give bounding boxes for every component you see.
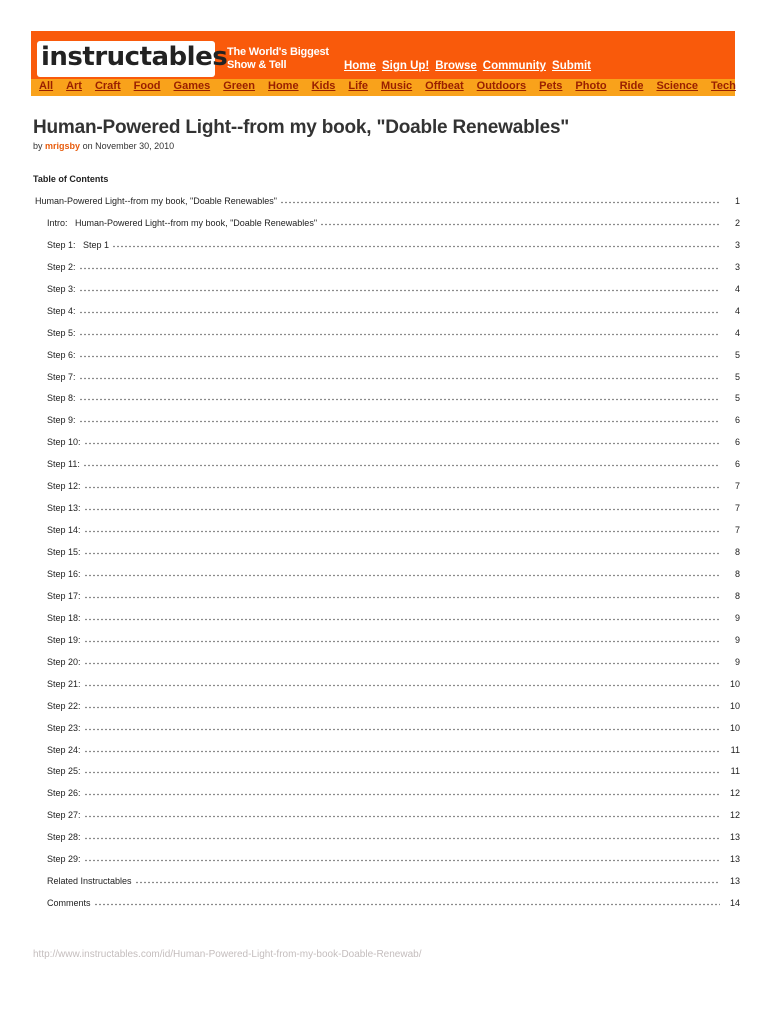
toc-dot-leader <box>83 458 720 467</box>
toc-entry-page: 5 <box>734 349 740 360</box>
toc-entry-page: 8 <box>734 568 740 579</box>
author-link[interactable]: mrigsby <box>45 141 81 151</box>
toc-entry-page: 14 <box>729 898 740 909</box>
toc-dot-leader <box>79 305 720 314</box>
category-link-pets[interactable]: Pets <box>539 80 563 92</box>
byline <box>33 141 174 151</box>
toc-entry-label: Step 19: <box>47 634 81 645</box>
nav-submit-link[interactable]: Submit <box>552 60 592 72</box>
toc-entry-label: Related Instructables <box>47 876 132 887</box>
toc-entry[interactable] <box>47 302 740 316</box>
category-link-kids[interactable]: Kids <box>311 80 336 92</box>
toc-heading: Table of Contents <box>33 174 109 184</box>
toc-entry-label: Step 6: <box>47 349 76 360</box>
toc-entry[interactable] <box>47 346 740 360</box>
toc-entry-page: 4 <box>734 327 740 338</box>
toc-entry-page: 4 <box>734 283 740 294</box>
category-link-ride[interactable]: Ride <box>619 80 644 92</box>
category-link-offbeat[interactable]: Offbeat <box>425 80 464 92</box>
category-link-home[interactable]: Home <box>268 80 299 92</box>
category-link-craft[interactable]: Craft <box>94 80 121 92</box>
toc-entry[interactable] <box>47 828 740 842</box>
toc-entry-label: Step 20: <box>47 656 81 667</box>
toc-entry-label: Step 1: Step 1 <box>47 239 110 250</box>
toc-entry[interactable] <box>47 455 740 469</box>
toc-entry[interactable] <box>47 499 740 513</box>
toc-dot-leader <box>84 634 720 643</box>
toc-entry-page: 10 <box>729 722 740 733</box>
toc-entry[interactable] <box>47 872 740 886</box>
toc-entry-page: 6 <box>734 459 740 470</box>
toc-dot-leader <box>84 678 720 687</box>
toc-entry[interactable] <box>47 762 740 776</box>
toc-entry-label: Human-Powered Light--from my book, "Doable Renewables" <box>35 196 277 206</box>
toc-dot-leader <box>84 787 720 796</box>
toc-entry-page: 1 <box>734 196 740 206</box>
site-tagline <box>227 46 329 72</box>
toc-dot-leader <box>135 875 720 884</box>
toc-dot-leader <box>84 744 720 753</box>
toc-entry[interactable] <box>47 784 740 798</box>
toc-entry-page: 9 <box>734 656 740 667</box>
category-link-life[interactable]: Life <box>348 80 368 92</box>
toc-entry-label: Step 13: <box>47 503 81 514</box>
toc-dot-leader <box>84 765 720 774</box>
toc-entry[interactable] <box>35 192 740 206</box>
toc-dot-leader <box>84 524 720 533</box>
toc-dot-leader <box>84 590 720 599</box>
toc-dot-leader <box>84 700 720 709</box>
toc-dot-leader <box>280 195 720 204</box>
toc-entry-page: 6 <box>734 437 740 448</box>
toc-entry[interactable] <box>47 433 740 447</box>
toc-dot-leader <box>84 853 720 862</box>
category-link-music[interactable]: Music <box>380 80 413 92</box>
toc-entry-label: Step 9: <box>47 415 76 426</box>
toc-entry[interactable] <box>47 719 740 733</box>
category-link-games[interactable]: Games <box>173 80 211 92</box>
toc-entry-label: Step 23: <box>47 722 81 733</box>
toc-entry-page: 13 <box>729 876 740 887</box>
toc-entry-label: Step 16: <box>47 568 81 579</box>
toc-dot-leader <box>84 480 720 489</box>
toc-entry[interactable] <box>47 894 740 908</box>
toc-entry-label: Comments <box>47 898 91 909</box>
nav-community-link[interactable]: Community <box>482 60 547 72</box>
toc-dot-leader <box>84 831 720 840</box>
toc-entry[interactable] <box>47 280 740 294</box>
toc-entry-label: Step 12: <box>47 481 81 492</box>
toc-dot-leader <box>94 897 720 906</box>
toc-entry-page: 8 <box>734 590 740 601</box>
toc-entry[interactable] <box>47 258 740 272</box>
toc-entry-label: Step 27: <box>47 810 81 821</box>
toc-entry[interactable] <box>47 653 740 667</box>
toc-entry[interactable] <box>47 477 740 491</box>
toc-entry-page: 7 <box>734 503 740 514</box>
toc-entry-label: Step 17: <box>47 590 81 601</box>
toc-dot-leader <box>84 809 720 818</box>
category-link-science[interactable]: Science <box>656 80 699 92</box>
toc-entry[interactable] <box>47 631 740 645</box>
toc-dot-leader <box>84 568 720 577</box>
category-bar <box>31 79 735 96</box>
toc-entry[interactable] <box>47 543 740 557</box>
toc-entry-label: Step 25: <box>47 766 81 777</box>
toc-entry[interactable] <box>47 368 740 382</box>
toc-entry-page: 3 <box>734 261 740 272</box>
toc-dot-leader <box>112 239 720 248</box>
category-link-tech[interactable]: Tech <box>711 80 736 92</box>
toc-entry[interactable] <box>47 565 740 579</box>
toc-entry-label: Step 26: <box>47 788 81 799</box>
toc-entry-label: Step 10: <box>47 437 81 448</box>
toc-entry-label: Step 8: <box>47 393 76 404</box>
toc-dot-leader <box>84 656 720 665</box>
toc-entry-page: 12 <box>729 788 740 799</box>
category-link-photo[interactable]: Photo <box>575 80 607 92</box>
category-link-art[interactable]: Art <box>66 80 82 92</box>
toc-entry-page: 2 <box>734 217 740 228</box>
toc-entry-page: 3 <box>734 239 740 250</box>
logo-text: instructables <box>41 42 228 72</box>
toc-entry-page: 6 <box>734 415 740 426</box>
toc-entry[interactable] <box>47 324 740 338</box>
nav-browse-link[interactable]: Browse <box>435 60 477 72</box>
toc-dot-leader <box>84 436 720 445</box>
toc-dot-leader <box>320 217 720 226</box>
toc-dot-leader <box>79 283 720 292</box>
toc-entry-label: Step 5: <box>47 327 76 338</box>
category-link-green[interactable]: Green <box>223 80 256 92</box>
toc-entry-label: Step 3: <box>47 283 76 294</box>
toc-entry[interactable] <box>47 389 740 403</box>
site-logo[interactable] <box>37 41 228 77</box>
toc-entry-label: Step 24: <box>47 744 81 755</box>
toc-entry-label: Step 21: <box>47 678 81 689</box>
tagline-line-1: The World's Biggest <box>227 46 329 58</box>
top-navigation <box>344 60 591 72</box>
toc-entry[interactable] <box>47 521 740 535</box>
toc-dot-leader <box>79 327 720 336</box>
toc-entry-page: 8 <box>734 547 740 558</box>
category-link-outdoors[interactable]: Outdoors <box>476 80 527 92</box>
toc-entry-page: 7 <box>734 525 740 536</box>
category-link-food[interactable]: Food <box>133 80 161 92</box>
tagline-line-2: Show & Tell <box>227 59 287 71</box>
toc-entry[interactable] <box>47 697 740 711</box>
toc-entry-page: 9 <box>734 612 740 623</box>
toc-entry-label: Step 28: <box>47 832 81 843</box>
toc-entry-label: Step 14: <box>47 525 81 536</box>
toc-entry-page: 13 <box>729 832 740 843</box>
toc-entry[interactable] <box>47 609 740 623</box>
byline-prefix: by <box>33 141 43 151</box>
toc-entry[interactable] <box>47 236 740 250</box>
toc-entry-label: Step 2: <box>47 261 76 272</box>
toc-entry-page: 12 <box>729 810 740 821</box>
toc-dot-leader <box>84 546 720 555</box>
publish-date: on November 30, 2010 <box>82 141 175 151</box>
toc-entry-label: Intro: Human-Powered Light--from my book, "Doable Renewables" <box>47 217 318 228</box>
toc-dot-leader <box>79 392 720 401</box>
toc-entry-label: Step 15: <box>47 547 81 558</box>
toc-entry[interactable] <box>47 214 740 228</box>
category-link-all[interactable]: All <box>39 80 54 92</box>
toc-entry-label: Step 7: <box>47 371 76 382</box>
category-navigation <box>39 80 749 92</box>
toc-entry-page: 10 <box>729 700 740 711</box>
toc-entry-page: 4 <box>734 305 740 316</box>
toc-dot-leader <box>84 502 720 511</box>
toc-entry-page: 13 <box>729 854 740 865</box>
toc-entry[interactable] <box>47 587 740 601</box>
toc-entry-label: Step 18: <box>47 612 81 623</box>
toc-entry[interactable] <box>47 675 740 689</box>
toc-dot-leader <box>84 722 720 731</box>
toc-dot-leader <box>84 612 720 621</box>
toc-entry[interactable] <box>47 741 740 755</box>
toc-entry-page: 5 <box>734 393 740 404</box>
toc-entry[interactable] <box>47 806 740 820</box>
toc-dot-leader <box>79 414 720 423</box>
toc-entry-page: 7 <box>734 481 740 492</box>
toc-dot-leader <box>79 349 720 358</box>
toc-dot-leader <box>79 371 720 380</box>
toc-entry-label: Step 22: <box>47 700 81 711</box>
footer-url[interactable]: http://www.instructables.com/id/Human-Powered-Light-from-my-book-Doable-Renewab/ <box>33 949 422 960</box>
toc-entry-label: Step 29: <box>47 854 81 865</box>
toc-entry-page: 9 <box>734 634 740 645</box>
page-title: Human-Powered Light--from my book, "Doable Renewables" <box>33 117 570 138</box>
toc-entry[interactable] <box>47 850 740 864</box>
toc-entry-page: 11 <box>730 744 740 755</box>
toc-entry-page: 11 <box>730 766 740 777</box>
toc-entry-label: Step 11: <box>47 459 80 470</box>
toc-entry-label: Step 4: <box>47 305 76 316</box>
toc-entry-page: 10 <box>729 678 740 689</box>
nav-home-link[interactable]: Home <box>344 60 376 72</box>
toc-entry-page: 5 <box>734 371 740 382</box>
toc-entry[interactable] <box>47 411 740 425</box>
toc-dot-leader <box>79 261 720 270</box>
nav-sign-up-link[interactable]: Sign Up! <box>381 60 430 72</box>
